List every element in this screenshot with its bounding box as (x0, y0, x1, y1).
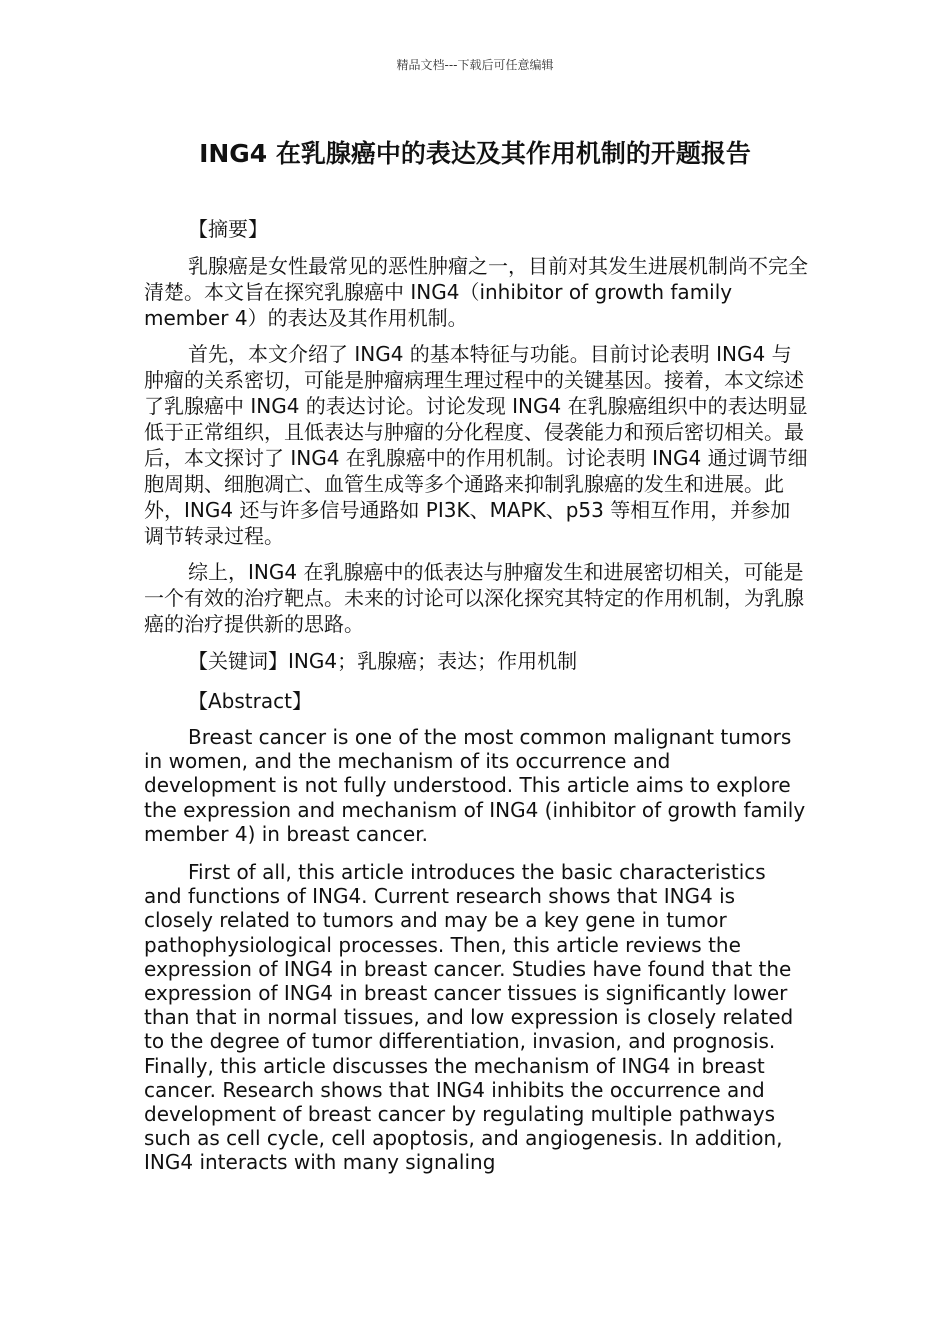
abstract-cn-paragraph-3: 综上，ING4 在乳腺癌中的低表达与肿瘤发生和进展密切相关，可能是一个有效的治疗靶点。未来的讨论可以深化探究其特定的作用机制，为乳腺癌的治疗提供新的思路。 (144, 560, 804, 636)
document-body (144, 215, 808, 1175)
abstract-en-paragraph-1: Breast cancer is one of the most common malignant tumors in women, and the mechanism of its occurrence and development is not fully understood. This article aims to explore the expression and mechanism of ING4 (inhibitor of growth family member 4) in breast cancer. (144, 725, 806, 846)
abstract-cn-paragraph-1: 乳腺癌是女性最常见的恶性肿瘤之一，目前对其发生进展机制尚不完全清楚。本文旨在探究乳腺癌中 ING4（inhibitor of growth family member 4）的表达及其作用机制。 (144, 254, 808, 330)
abstract-en-heading: 【Abstract】 (188, 689, 312, 713)
header-note: 精品文档---下载后可任意编辑 (396, 58, 554, 72)
keywords-line: 【关键词】ING4；乳腺癌；表达；作用机制 (188, 649, 578, 673)
document-title: ING4 在乳腺癌中的表达及其作用机制的开题报告 (199, 139, 751, 168)
abstract-cn-paragraph-2: 首先，本文介绍了 ING4 的基本特征与功能。目前讨论表明 ING4 与肿瘤的关系密切，可能是肿瘤病理生理过程中的关键基因。接着，本文综述了乳腺癌中 ING4 的表达讨论。讨论发现 ING4 在乳腺癌组织中的表达明显低于正常组织，且低表达与肿瘤的分化程度、侵袭能力和预后密切相关。最后，本文探讨了 ING4 在乳腺癌中的作用机制。讨论表明 ING4 通过调节细胞周期、细胞凋亡、血管生成等多个通路来抑制乳腺癌的发生和进展。此外，ING4 还与许多信号通路如 PI3K、MAPK、p53 等相互作用，并参加调节转录过程。 (144, 342, 808, 548)
abstract-cn-heading: 【摘要】 (188, 217, 268, 241)
abstract-en-paragraph-2: First of all, this article introduces the basic characteristics and functions of ING4. Current research shows that ING4 is closely related to tumors and may be a key gene in tumor pathophysiological processes. Then, this article reviews the expression of ING4 in breast cancer. Studies have found that the expression of ING4 in breast cancer tissues is significantly lower than that in normal tissues, and low expression is closely related to the degree of tumor differentiation, invasion, and prognosis. Finally, this article discusses the mechanism of ING4 in breast cancer. Research shows that ING4 inhibits the occurrence and development of breast cancer by regulating multiple pathways such as cell cycle, cell apoptosis, and angiogenesis. In addition, ING4 interacts with many signaling (144, 860, 794, 1175)
